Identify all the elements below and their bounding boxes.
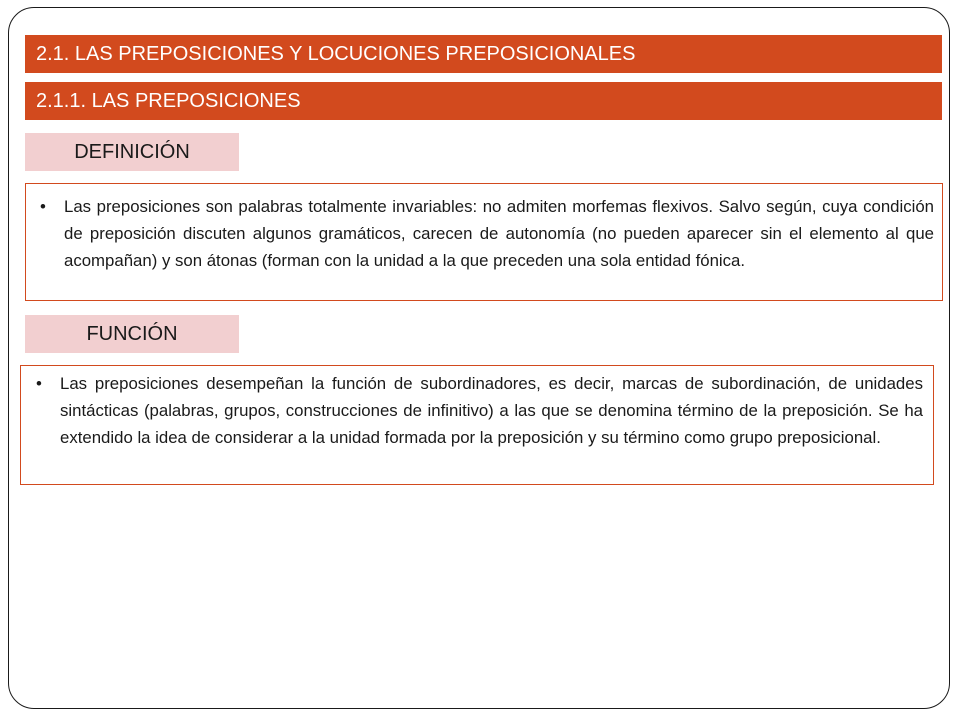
definicion-label: DEFINICIÓN <box>25 133 239 171</box>
funcion-text: Las preposiciones desempeñan la función de subordinadores, es decir, marcas de subordinación, de unidades sintácticas (palabras, grupos, construcciones de infinitivo) a las que se denomina término de la preposición. Se ha extendido la idea de considerar a la unidad formada por la preposición y su término como grupo preposicional. <box>60 374 923 447</box>
definicion-bullet-item <box>40 193 934 274</box>
funcion-label: FUNCIÓN <box>25 315 239 353</box>
funcion-text-box <box>20 365 934 485</box>
funcion-bullet-item <box>36 370 923 451</box>
bullet-icon: • <box>40 197 46 216</box>
definicion-text: Las preposiciones son palabras totalmente invariables: no admiten morfemas flexivos. Salvo según, cuya condición de preposición discuten algunos gramáticos, carecen de autonomía (no pueden aparecer sin el elemento al que acompañan) y son átonas (forman con la unidad a la que preceden una sola entidad fónica. <box>64 197 934 270</box>
definicion-text-box <box>25 183 943 301</box>
slide-title: 2.1. LAS PREPOSICIONES Y LOCUCIONES PREPOSICIONALES <box>25 35 942 73</box>
bullet-icon: • <box>36 374 42 393</box>
slide-subtitle: 2.1.1. LAS PREPOSICIONES <box>25 82 942 120</box>
